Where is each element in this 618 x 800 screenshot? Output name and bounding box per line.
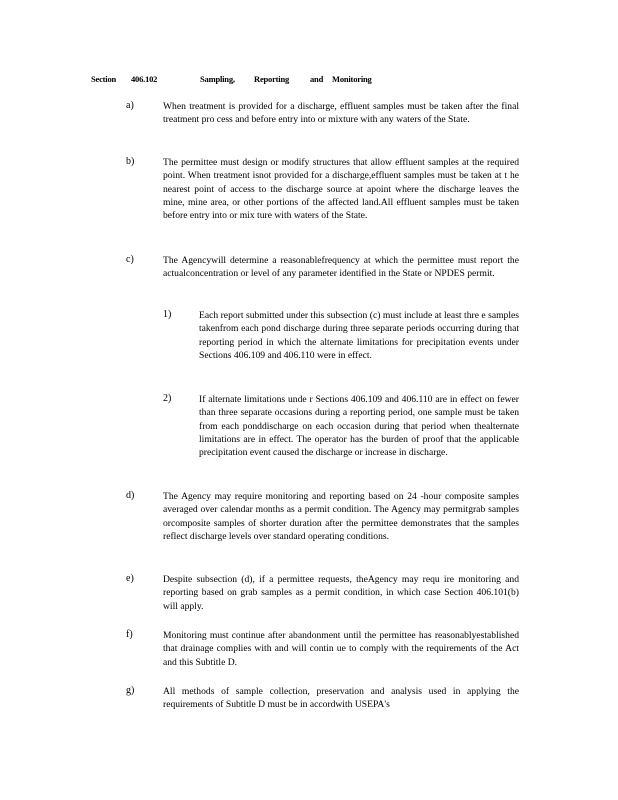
subsection-label: e) — [126, 573, 134, 584]
subsection-label: g) — [126, 685, 135, 696]
section-title-word-2: Reporting — [254, 74, 290, 84]
section-label: Section — [91, 74, 117, 84]
section-number: 406.102 — [131, 74, 158, 84]
subsection-text: Despite subsection (d), if a permittee requests, theAgency may requ ire monitoring and reporting based on grab samples as a permit condition, in which case Section 406.101(b) will apply. — [163, 574, 519, 612]
subsection-text: All methods of sample collection, preservation and analysis used in applying the requirements of Subtitle D must be in accordwith USEPA's — [163, 686, 519, 711]
paragraph-text: Each report submitted under this subsection (c) must include at least thre e samples takenfrom each pond discharge during three separate periods occurring during that reporting period in which the alternate limitations for precipitation events under Sections 406.109 and 406.110 were in effect. — [199, 310, 519, 361]
section-title-word-1: Sampling, — [200, 74, 235, 84]
subsection-text: The permittee must design or modify structures that allow effluent samples at the required point. When treatment isnot provided for a discharge,effluent samples must be taken at t he nearest point of access to the discharge source at apoint where the discharge leaves the mine, mine area, or other portions of the affected land.All effluent samples must be taken before entry into or mix ture with waters of the State. — [163, 157, 519, 222]
paragraph-text: If alternate limitations unde r Sections 406.109 and 406.110 are in effect on fewer than three separate occasions during a reporting period, one sample must be taken from each ponddischarge on each occasion during that period when thealternate limitations are in effect. The operator has the burden of proof that the applicable precipitation event caused the discharge or increase in discharge. — [199, 394, 519, 459]
paragraph-label: 1) — [163, 309, 172, 320]
paragraph-label: 2) — [163, 393, 172, 404]
subsection-label: f) — [126, 629, 133, 640]
subsection-label: d) — [126, 490, 135, 501]
subsection-label: b) — [126, 156, 135, 167]
section-title-word-3: and — [310, 74, 324, 84]
subsection-text: When treatment is provided for a discharge, effluent samples must be taken after the final treatment pro cess and before entry into or mixture with any waters of the State. — [163, 101, 519, 126]
section-title-word-4: Monitoring — [332, 74, 372, 84]
subsection-label: a) — [126, 100, 134, 111]
subsection-text: The Agencywill determine a reasonablefrequency at which the permittee must report the actualconcentration or level of any parameter identified in the State or NPDES permit. — [163, 255, 519, 280]
subsection-text: The Agency may require monitoring and reporting based on 24 -hour composite samples averaged over calendar months as a permit condition. The Agency may permitgrab samples orcomposite samples of shorter duration after the permittee demonstrates that the samples reflect discharge levels over standard operating conditions. — [163, 491, 519, 542]
subsection-label: c) — [126, 254, 134, 265]
subsection-text: Monitoring must continue after abandonment until the permittee has reasonablyestablished that drainage complies with and will contin ue to comply with the requirements of the Act and this Subtitle D. — [163, 630, 519, 668]
